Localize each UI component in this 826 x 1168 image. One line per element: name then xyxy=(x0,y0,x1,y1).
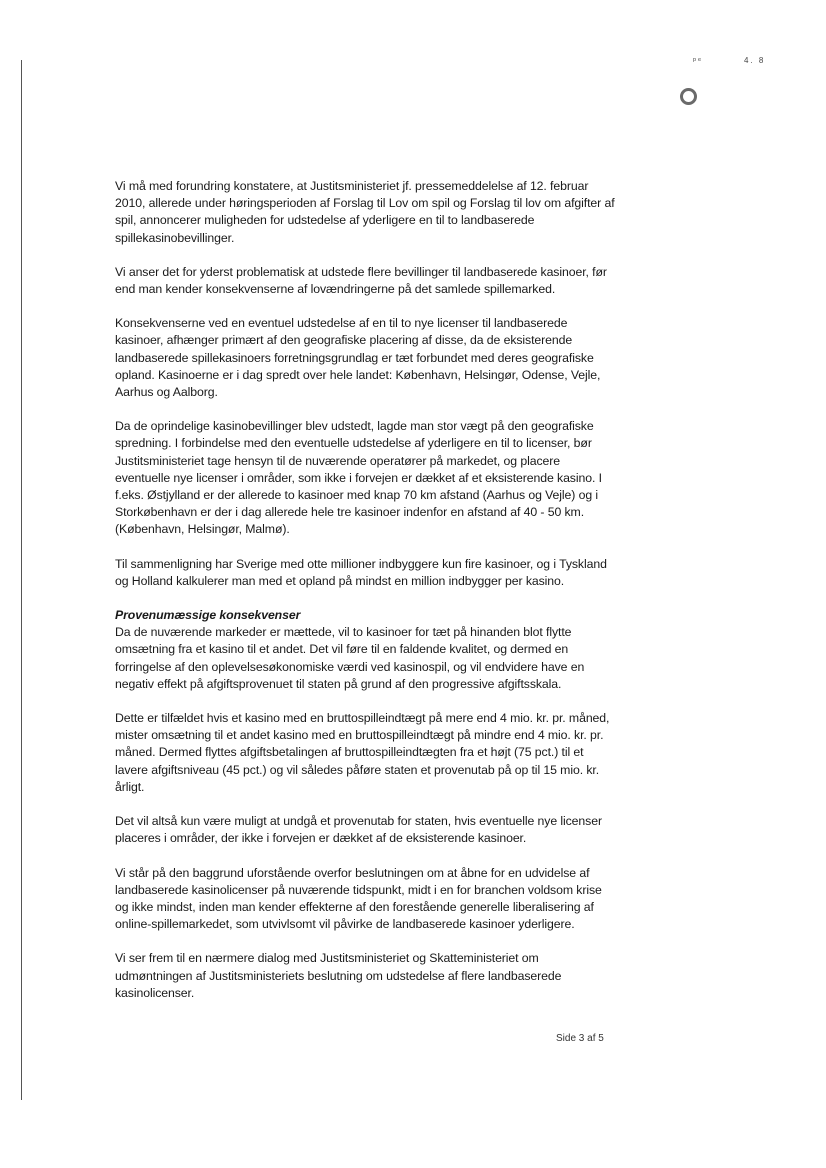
paragraph-4: Da de oprindelige kasinobevillinger blev udstedt, lagde man stor vægt på den geografiske spredning. I forbindelse med den eventuelle udstedelse af yderligere en til to licenser, bør Justitsministeriet tage hensyn til de nuværende operatører på markedet, og placere eventuelle nye licenser i områder, som ikke i forvejen er dækket af et eksisterende kasino. I f.eks. Østjylland er der allerede to kasinoer med knap 70 km afstand (Aarhus og Vejle) og i Storkøbenhavn er der i dag allerede hele tre kasinoer indenfor en afstand af 40 - 50 km. (København, Helsingør, Malmø). xyxy=(115,419,602,537)
section-paragraph-3: Det vil altså kun være muligt at undgå et provenutab for staten, hvis eventuelle nye licenser placeres i områder, der ikke i forvejen er dækket af de eksisterende kasinoer. xyxy=(115,814,602,846)
paragraph-2: Vi anser det for yderst problematisk at udstede flere bevillinger til landbaserede kasinoer, før end man kender konsekvenserne af lovændringerne på det samlede spillemarked. xyxy=(115,264,607,297)
section-paragraph-1: Da de nuværende markeder er mættede, vil to kasinoer for tæt på hinanden blot flytte omsætning fra et kasino til et andet. Det vil føre til en faldende kvalitet, og dermed en forringelse af den oplevelsesøkonomiske værdi ved kasinospil, og vil endvidere have en negativ effekt på afgiftsprovenuet til staten på grund af den progressive afgiftsskala. xyxy=(115,625,585,691)
section-heading: Provenumæssige konsekvenser xyxy=(115,608,301,623)
page-number: Side 3 af 5 xyxy=(556,1033,604,1044)
paragraph-3: Konsekvenserne ved en eventuel udstedelse af en til to nye licenser til landbaserede kasinoer, afhænger primært af den geografiske placering af disse, da de eksisterende landbaserede spillekasinoers forretningsgrundlag er tæt forbundet med deres geografiske opland. Kasinoerne er i dag spredt over hele landet: København, Helsingør, Odense, Vejle, Aarhus og Aalborg. xyxy=(115,316,601,400)
section-paragraph-4: Vi står på den baggrund uforstående overfor beslutningen om at åbne for en udvidelse af landbaserede kasinolicenser på nuværende tidspunkt, midt i en for branchen voldsom krise og ikke mindst, inden man kender effekterne af den forestående generelle liberalisering af online-spillemarkedet, som utvivlsomt vil påvirke de landbaserede kasinoer yderligere. xyxy=(115,865,602,932)
scan-edge-line xyxy=(21,60,22,1100)
paragraph-5: Til sammenligning har Sverige med otte millioner indbyggere kun fire kasinoer, og i Tyskland og Holland kalkulerer man med et opland på mindst en million indbygger per kasino. xyxy=(115,556,607,588)
scan-mark-left: ᵖᵉ xyxy=(693,56,703,65)
paragraph-1: Vi må med forundring konstatere, at Justitsministeriet jf. pressemeddelelse af 12. februar 2010, allerede under høringsperioden af Forslag til Lov om spil og Forslag til lov om afgifter af spil, annoncerer muligheden for udstedelse af yderligere en til to landbaserede spillekasinobevillinger. xyxy=(115,179,615,245)
document-body xyxy=(115,178,615,1019)
punch-hole-icon xyxy=(680,88,697,105)
section-paragraph-5: Vi ser frem til en nærmere dialog med Justitsministeriet og Skatteministeriet om udmøntningen af Justitsministeriets beslutning om udstedelse af flere landbaserede kasinolicenser. xyxy=(115,951,562,1000)
scan-mark-right: 4. 8 xyxy=(744,56,766,65)
section-paragraph-2: Dette er tilfældet hvis et kasino med en bruttospilleindtægt på mere end 4 mio. kr. pr. måned, mister omsætning til et andet kasino med en bruttospilleindtægt på mindre end 4 mio. kr. pr. måned. Dermed flyttes afgiftsbetalingen af bruttospilleindtægten fra et højt (75 pct.) til et lavere afgiftsniveau (45 pct.) og vil således påføre staten et provenutab på op til 15 mio. kr. årligt. xyxy=(115,711,610,794)
